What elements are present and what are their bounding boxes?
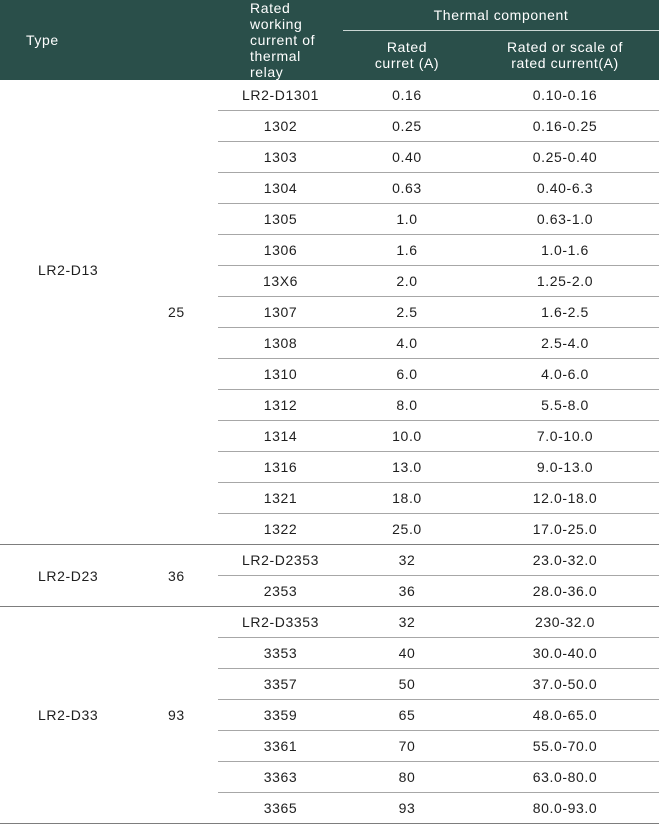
model-cell: 1310 [218,359,343,390]
header-rated-scale: Rated or scale of rated current(A) [471,30,659,80]
rated-scale-cell: 0.16-0.25 [471,111,659,142]
rated-scale-cell: 0.25-0.40 [471,142,659,173]
rated-current-cell: 36 [343,576,471,607]
rated-scale-cell: 7.0-10.0 [471,421,659,452]
rated-scale-cell: 1.0-1.6 [471,235,659,266]
type-cell [0,607,150,824]
header-rated-working-current: Rated working current of thermal relay [150,0,343,80]
model-cell: LR2-D2353 [218,545,343,576]
model-cell: LR2-D1301 [218,80,343,111]
rated-scale-cell: 17.0-25.0 [471,514,659,545]
model-cell: 2353 [218,576,343,607]
rated-current-cell: 70 [343,731,471,762]
rated-current-cell: 6.0 [343,359,471,390]
rated-current-cell: 0.40 [343,142,471,173]
type-label: LR2-D13 [38,262,99,278]
rated-current-cell: 4.0 [343,328,471,359]
rated-scale-cell: 0.10-0.16 [471,80,659,111]
model-cell: 1312 [218,390,343,421]
rated-working-current-cell: 36 [150,545,218,607]
rated-current-cell: 2.0 [343,266,471,297]
model-cell: 3357 [218,669,343,700]
rated-current-cell: 13.0 [343,452,471,483]
rated-scale-cell: 30.0-40.0 [471,638,659,669]
rated-scale-cell: 55.0-70.0 [471,731,659,762]
rated-current-cell: 32 [343,545,471,576]
model-cell: LR2-D3353 [218,607,343,638]
model-cell: 1304 [218,173,343,204]
rated-scale-cell: 23.0-32.0 [471,545,659,576]
rated-scale-cell: 28.0-36.0 [471,576,659,607]
rated-current-cell: 1.0 [343,204,471,235]
rated-scale-cell: 230-32.0 [471,607,659,638]
rated-scale-cell: 0.40-6.3 [471,173,659,204]
model-cell: 1314 [218,421,343,452]
model-cell: 1321 [218,483,343,514]
model-cell: 1303 [218,142,343,173]
rated-current-cell: 0.16 [343,80,471,111]
rated-scale-cell: 37.0-50.0 [471,669,659,700]
rated-working-current-cell: 93 [150,607,218,824]
rated-current-cell: 50 [343,669,471,700]
type-label: LR2-D23 [38,567,99,584]
model-cell: 3361 [218,731,343,762]
rated-current-cell: 0.63 [343,173,471,204]
rated-scale-cell: 5.5-8.0 [471,390,659,421]
model-cell: 3353 [218,638,343,669]
rated-current-cell: 93 [343,793,471,824]
rated-current-cell: 0.25 [343,111,471,142]
model-cell: 13X6 [218,266,343,297]
table-header [0,0,659,80]
rated-current-cell: 10.0 [343,421,471,452]
model-cell: 3359 [218,700,343,731]
type-label: LR2-D33 [38,707,99,723]
rated-current-cell: 80 [343,762,471,793]
rated-scale-cell: 1.6-2.5 [471,297,659,328]
model-cell: 1302 [218,111,343,142]
table-row [0,545,659,576]
rated-scale-cell: 2.5-4.0 [471,328,659,359]
rated-scale-cell: 48.0-65.0 [471,700,659,731]
table-body [0,80,659,824]
model-cell: 1307 [218,297,343,328]
type-cell [0,545,150,607]
rated-current-cell: 65 [343,700,471,731]
model-cell: 3363 [218,762,343,793]
rated-scale-cell: 9.0-13.0 [471,452,659,483]
table-row [0,80,659,111]
rated-current-cell: 40 [343,638,471,669]
table-row [0,607,659,638]
rated-scale-cell: 1.25-2.0 [471,266,659,297]
type-cell [0,80,150,545]
model-cell: 1316 [218,452,343,483]
rated-current-cell: 18.0 [343,483,471,514]
rated-current-cell: 1.6 [343,235,471,266]
rated-working-current-cell: 25 [150,80,218,545]
model-cell: 3365 [218,793,343,824]
rated-current-cell: 25.0 [343,514,471,545]
header-rated-current: Rated curret (A) [343,30,471,80]
model-cell: 1306 [218,235,343,266]
rated-scale-cell: 63.0-80.0 [471,762,659,793]
rated-current-cell: 8.0 [343,390,471,421]
rated-current-cell: 2.5 [343,297,471,328]
rated-scale-cell: 0.63-1.0 [471,204,659,235]
rated-scale-cell: 12.0-18.0 [471,483,659,514]
rated-scale-cell: 80.0-93.0 [471,793,659,824]
header-thermal-component: Thermal component [343,0,659,30]
model-cell: 1322 [218,514,343,545]
model-cell: 1305 [218,204,343,235]
header-type: Type [0,0,150,80]
rated-scale-cell: 4.0-6.0 [471,359,659,390]
rated-current-cell: 32 [343,607,471,638]
model-cell: 1308 [218,328,343,359]
